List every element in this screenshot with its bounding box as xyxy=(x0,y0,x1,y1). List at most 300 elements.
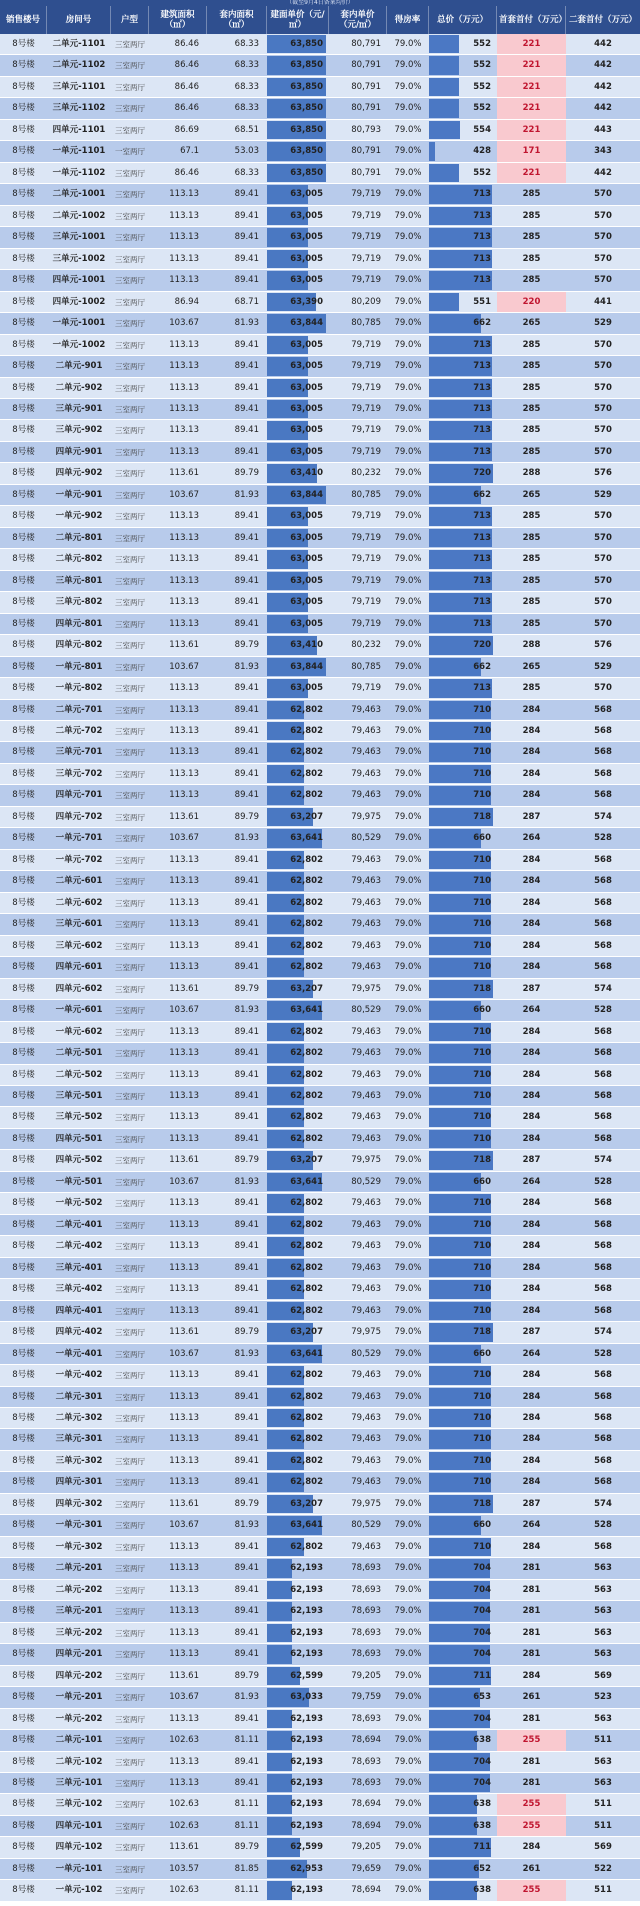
price-value: 62,802 xyxy=(290,1391,323,1402)
price-cell xyxy=(267,1537,329,1557)
area-cell: 113.13 xyxy=(169,618,199,629)
unit-cell: 四单元-301 xyxy=(55,1477,103,1488)
type-cell: 三室两厅 xyxy=(115,1800,145,1810)
first-payment-cell: 284 xyxy=(522,747,541,758)
second-payment-cell: 442 xyxy=(594,39,612,49)
building-cell: 8号楼 xyxy=(12,1241,35,1252)
total-value: 552 xyxy=(473,81,491,92)
total-value: 552 xyxy=(473,39,491,49)
unit-cell: 一单元-201 xyxy=(55,1692,103,1703)
inner-price-cell: 78,694 xyxy=(351,1799,381,1810)
total-cell xyxy=(429,764,497,784)
area-cell: 113.13 xyxy=(169,854,199,865)
total-value: 660 xyxy=(473,1176,491,1187)
table-row xyxy=(0,764,640,785)
second-payment-cell: 442 xyxy=(594,103,612,114)
rate-cell: 79.0% xyxy=(394,361,422,372)
price-cell xyxy=(267,1837,329,1857)
unit-cell: 四单元-302 xyxy=(55,1498,103,1509)
price-value: 63,850 xyxy=(290,60,323,71)
second-payment-cell: 522 xyxy=(594,1863,612,1874)
inner-area-cell: 89.41 xyxy=(234,1241,259,1252)
unit-cell: 四单元-102 xyxy=(55,1842,103,1853)
type-cell: 三室两厅 xyxy=(115,1650,145,1660)
type-cell: 三室两厅 xyxy=(115,1671,145,1681)
inner-area-cell: 81.93 xyxy=(234,318,259,329)
inner-area-cell: 81.85 xyxy=(234,1863,259,1874)
inner-area-cell: 89.41 xyxy=(234,210,259,221)
price-value: 63,844 xyxy=(290,318,323,329)
area-cell: 102.63 xyxy=(169,1820,199,1831)
price-value: 63,005 xyxy=(290,446,323,457)
inner-area-cell: 89.41 xyxy=(234,1756,259,1767)
rate-cell: 79.0% xyxy=(394,39,422,49)
unit-cell: 一单元-1001 xyxy=(52,318,106,329)
area-cell: 113.61 xyxy=(169,1327,199,1338)
area-cell: 113.13 xyxy=(169,1455,199,1466)
second-payment-cell: 563 xyxy=(594,1584,612,1595)
inner-price-cell: 79,719 xyxy=(351,339,381,350)
inner-area-cell: 89.41 xyxy=(234,339,259,350)
price-value: 62,802 xyxy=(290,1262,323,1273)
inner-price-cell: 79,463 xyxy=(351,1391,381,1402)
table-row xyxy=(0,120,640,141)
price-value: 62,802 xyxy=(290,962,323,973)
price-cell xyxy=(267,463,329,483)
second-payment-cell: 511 xyxy=(594,1885,612,1896)
second-payment-cell: 511 xyxy=(594,1820,612,1831)
area-cell: 113.13 xyxy=(169,189,199,200)
first-payment-cell: 284 xyxy=(522,704,541,715)
building-cell: 8号楼 xyxy=(12,1820,35,1831)
price-value: 62,802 xyxy=(290,919,323,930)
first-payment-cell: 255 xyxy=(497,1816,566,1836)
type-cell: 三室两厅 xyxy=(115,190,145,200)
total-value: 710 xyxy=(473,1305,491,1316)
inner-price-cell: 79,463 xyxy=(351,1541,381,1552)
table-row xyxy=(0,1408,640,1429)
price-value: 62,193 xyxy=(290,1777,323,1788)
second-payment-cell: 568 xyxy=(594,1048,612,1059)
table-row xyxy=(0,1709,640,1730)
unit-cell: 一单元-202 xyxy=(55,1713,103,1724)
price-cell xyxy=(267,163,329,183)
unit-cell: 一单元-901 xyxy=(55,489,103,500)
price-cell xyxy=(267,592,329,612)
price-cell xyxy=(267,335,329,355)
first-payment-cell: 284 xyxy=(522,962,541,973)
price-cell xyxy=(267,1365,329,1385)
inner-area-cell: 68.33 xyxy=(234,103,259,114)
second-payment-cell: 568 xyxy=(594,790,612,801)
type-cell: 三室两厅 xyxy=(115,40,145,49)
rate-cell: 79.0% xyxy=(394,1026,422,1037)
area-cell: 113.61 xyxy=(169,1842,199,1853)
type-cell: 三室两厅 xyxy=(115,1220,145,1230)
inner-price-cell: 79,205 xyxy=(351,1842,381,1853)
type-cell: 三室两厅 xyxy=(115,1778,145,1788)
area-cell: 113.13 xyxy=(169,1391,199,1402)
rate-cell: 79.0% xyxy=(394,1649,422,1660)
total-cell xyxy=(429,485,497,505)
building-cell: 8号楼 xyxy=(12,446,35,457)
table-row xyxy=(0,1472,640,1493)
type-cell: 三室两厅 xyxy=(115,469,145,479)
price-cell xyxy=(267,979,329,999)
inner-area-cell: 81.11 xyxy=(234,1735,259,1746)
table-row xyxy=(0,485,640,506)
inner-area-cell: 89.41 xyxy=(234,1627,259,1638)
total-value: 713 xyxy=(473,275,491,286)
inner-area-cell: 89.41 xyxy=(234,1112,259,1123)
rate-cell: 79.0% xyxy=(394,1112,422,1123)
price-bar xyxy=(267,1881,292,1899)
area-cell: 113.61 xyxy=(169,1670,199,1681)
area-cell: 113.13 xyxy=(169,919,199,930)
building-cell: 8号楼 xyxy=(12,575,35,586)
total-value: 713 xyxy=(473,232,491,243)
unit-cell: 四单元-602 xyxy=(55,983,103,994)
total-cell xyxy=(429,1730,497,1750)
total-cell xyxy=(429,979,497,999)
first-payment-cell: 284 xyxy=(522,1434,541,1445)
type-cell: 三室两厅 xyxy=(115,662,145,672)
first-payment-cell: 284 xyxy=(522,790,541,801)
price-value: 62,193 xyxy=(290,1735,323,1746)
type-cell: 三室两厅 xyxy=(115,705,145,715)
price-value: 62,802 xyxy=(290,854,323,865)
rate-cell: 79.0% xyxy=(394,489,422,500)
building-cell: 8号楼 xyxy=(12,232,35,243)
table-caption: （截至9月4日备案均价） xyxy=(0,0,640,6)
second-payment-cell: 570 xyxy=(594,425,612,436)
building-cell: 8号楼 xyxy=(12,1756,35,1767)
total-value: 713 xyxy=(473,683,491,694)
area-cell: 102.63 xyxy=(169,1885,199,1896)
first-payment-cell: 284 xyxy=(522,897,541,908)
second-payment-cell: 568 xyxy=(594,940,612,951)
price-value: 63,844 xyxy=(290,489,323,500)
total-cell xyxy=(429,1043,497,1063)
price-cell xyxy=(267,1687,329,1707)
building-cell: 8号楼 xyxy=(12,103,35,114)
rate-cell: 79.0% xyxy=(394,940,422,951)
inner-price-cell: 78,693 xyxy=(351,1713,381,1724)
rate-cell: 79.0% xyxy=(394,382,422,393)
price-value: 62,802 xyxy=(290,1069,323,1080)
area-cell: 113.13 xyxy=(169,382,199,393)
total-bar xyxy=(429,121,460,139)
total-value: 552 xyxy=(473,60,491,71)
inner-price-cell: 79,975 xyxy=(351,811,381,822)
area-cell: 113.13 xyxy=(169,1090,199,1101)
unit-cell: 四单元-502 xyxy=(55,1155,103,1166)
total-cell xyxy=(429,1816,497,1836)
rate-cell: 79.0% xyxy=(394,876,422,887)
building-cell: 8号楼 xyxy=(12,1863,35,1874)
inner-price-cell: 78,694 xyxy=(351,1885,381,1896)
first-payment-cell: 171 xyxy=(497,141,566,161)
second-payment-cell: 570 xyxy=(594,382,612,393)
area-cell: 113.13 xyxy=(169,532,199,543)
unit-cell: 四单元-402 xyxy=(55,1327,103,1338)
total-value: 704 xyxy=(473,1563,491,1574)
first-payment-cell: 285 xyxy=(522,339,541,350)
unit-cell: 二单元-1002 xyxy=(52,210,106,221)
type-cell: 三室两厅 xyxy=(115,233,145,243)
inner-area-cell: 89.41 xyxy=(234,1090,259,1101)
building-cell: 8号楼 xyxy=(12,1391,35,1402)
type-cell: 三室两厅 xyxy=(115,254,145,264)
total-cell xyxy=(429,957,497,977)
total-cell xyxy=(429,249,497,269)
total-value: 662 xyxy=(473,489,491,500)
first-payment-cell: 284 xyxy=(522,1241,541,1252)
total-bar xyxy=(429,1795,477,1813)
total-cell xyxy=(429,1558,497,1578)
price-value: 62,802 xyxy=(290,1305,323,1316)
total-cell xyxy=(429,1344,497,1364)
second-payment-cell: 570 xyxy=(594,275,612,286)
first-payment-cell: 255 xyxy=(497,1880,566,1900)
table-row xyxy=(0,163,640,184)
first-payment-cell: 284 xyxy=(522,1284,541,1295)
type-cell: 三室两厅 xyxy=(115,877,145,887)
table-row xyxy=(0,721,640,742)
price-cell xyxy=(267,1451,329,1471)
price-cell xyxy=(267,120,329,140)
total-cell xyxy=(429,506,497,526)
price-value: 62,193 xyxy=(290,1606,323,1617)
inner-area-cell: 68.33 xyxy=(234,60,259,71)
rate-cell: 79.0% xyxy=(394,275,422,286)
first-payment-cell: 287 xyxy=(522,1155,541,1166)
total-bar xyxy=(429,1817,477,1835)
total-cell xyxy=(429,378,497,398)
table-row xyxy=(0,914,640,935)
total-cell xyxy=(429,1537,497,1557)
unit-cell: 一单元-301 xyxy=(55,1520,103,1531)
inner-price-cell: 79,463 xyxy=(351,1090,381,1101)
table-row xyxy=(0,1451,640,1472)
inner-price-cell: 79,463 xyxy=(351,962,381,973)
price-cell xyxy=(267,936,329,956)
first-payment-cell: 284 xyxy=(522,1370,541,1381)
type-cell: 三室两厅 xyxy=(115,1821,145,1831)
inner-area-cell: 89.41 xyxy=(234,1198,259,1209)
type-cell: 三室两厅 xyxy=(115,834,145,844)
inner-price-cell: 79,463 xyxy=(351,1241,381,1252)
inner-price-cell: 78,693 xyxy=(351,1756,381,1767)
total-cell xyxy=(429,1752,497,1772)
second-payment-cell: 570 xyxy=(594,618,612,629)
building-cell: 8号楼 xyxy=(12,210,35,221)
unit-cell: 二单元-501 xyxy=(55,1048,103,1059)
building-cell: 8号楼 xyxy=(12,1370,35,1381)
price-cell xyxy=(267,1730,329,1750)
total-cell xyxy=(429,1086,497,1106)
table-row xyxy=(0,850,640,871)
total-cell xyxy=(429,1408,497,1428)
inner-price-cell: 79,463 xyxy=(351,1219,381,1230)
area-cell: 113.61 xyxy=(169,1155,199,1166)
first-payment-cell: 285 xyxy=(522,618,541,629)
price-value: 62,802 xyxy=(290,1048,323,1059)
second-payment-cell: 570 xyxy=(594,232,612,243)
area-cell: 113.13 xyxy=(169,1756,199,1767)
rate-cell: 79.0% xyxy=(394,1498,422,1509)
second-payment-cell: 523 xyxy=(594,1692,612,1703)
inner-price-cell: 79,463 xyxy=(351,1048,381,1059)
area-cell: 113.13 xyxy=(169,554,199,565)
inner-price-cell: 79,463 xyxy=(351,1434,381,1445)
unit-cell: 二单元-601 xyxy=(55,876,103,887)
rate-cell: 79.0% xyxy=(394,511,422,522)
total-cell xyxy=(429,1107,497,1127)
price-cell xyxy=(267,1880,329,1900)
type-cell: 三室两厅 xyxy=(115,1757,145,1767)
area-cell: 113.13 xyxy=(169,210,199,221)
area-cell: 113.13 xyxy=(169,897,199,908)
type-cell: 三室两厅 xyxy=(115,1070,145,1080)
second-payment-cell: 570 xyxy=(594,511,612,522)
inner-area-cell: 89.41 xyxy=(234,919,259,930)
area-cell: 113.13 xyxy=(169,1434,199,1445)
total-value: 713 xyxy=(473,597,491,608)
first-payment-cell: 220 xyxy=(497,292,566,312)
inner-area-cell: 89.41 xyxy=(234,511,259,522)
type-cell: 三室两厅 xyxy=(115,104,145,114)
first-payment-cell: 265 xyxy=(522,489,541,500)
type-cell: 三室两厅 xyxy=(115,319,145,329)
total-value: 713 xyxy=(473,189,491,200)
first-payment-cell: 284 xyxy=(522,726,541,736)
first-payment-cell: 285 xyxy=(522,403,541,414)
type-cell: 三室两厅 xyxy=(115,1328,145,1338)
price-cell xyxy=(267,313,329,333)
header-unit: 房间号 xyxy=(47,6,111,34)
inner-area-cell: 89.41 xyxy=(234,382,259,393)
first-payment-cell: 287 xyxy=(522,811,541,822)
total-value: 713 xyxy=(473,446,491,457)
rate-cell: 79.0% xyxy=(394,683,422,694)
total-bar xyxy=(429,1731,477,1749)
price-value: 62,802 xyxy=(290,768,323,779)
total-bar xyxy=(429,56,459,74)
inner-area-cell: 89.41 xyxy=(234,618,259,629)
first-payment-cell: 281 xyxy=(522,1563,541,1574)
inner-area-cell: 89.41 xyxy=(234,940,259,951)
second-payment-cell: 528 xyxy=(594,1348,612,1359)
area-cell: 113.13 xyxy=(169,1026,199,1037)
total-value: 554 xyxy=(473,124,491,135)
unit-cell: 二单元-201 xyxy=(55,1563,103,1574)
building-cell: 8号楼 xyxy=(12,790,35,801)
price-cell xyxy=(267,1601,329,1621)
type-cell: 三室两厅 xyxy=(115,1693,145,1703)
unit-cell: 二单元-1001 xyxy=(52,189,106,200)
rate-cell: 79.0% xyxy=(394,618,422,629)
price-value: 62,802 xyxy=(290,790,323,801)
first-payment-cell: 285 xyxy=(522,554,541,565)
price-value: 63,207 xyxy=(290,1498,323,1509)
total-cell xyxy=(429,77,497,97)
building-cell: 8号楼 xyxy=(12,897,35,908)
rate-cell: 79.0% xyxy=(394,1434,422,1445)
inner-price-cell: 80,232 xyxy=(351,468,381,479)
type-cell: 三室两厅 xyxy=(115,362,145,372)
second-payment-cell: 568 xyxy=(594,1455,612,1466)
price-value: 63,005 xyxy=(290,232,323,243)
price-cell xyxy=(267,378,329,398)
inner-area-cell: 89.41 xyxy=(234,554,259,565)
building-cell: 8号楼 xyxy=(12,1305,35,1316)
type-cell: 三室两厅 xyxy=(115,1134,145,1144)
inner-area-cell: 89.41 xyxy=(234,425,259,436)
type-cell: 三室两厅 xyxy=(115,1542,145,1552)
type-cell: 三室两厅 xyxy=(115,125,145,135)
inner-area-cell: 89.41 xyxy=(234,726,259,736)
total-bar xyxy=(429,1860,479,1878)
second-payment-cell: 568 xyxy=(594,1241,612,1252)
unit-cell: 二单元-702 xyxy=(55,726,103,736)
total-cell xyxy=(429,1236,497,1256)
building-cell: 8号楼 xyxy=(12,1563,35,1574)
rate-cell: 79.0% xyxy=(394,1305,422,1316)
unit-cell: 三单元-301 xyxy=(55,1434,103,1445)
price-cell xyxy=(267,77,329,97)
type-cell: 三室两厅 xyxy=(115,727,145,736)
rate-cell: 79.0% xyxy=(394,1262,422,1273)
total-cell xyxy=(429,1837,497,1857)
total-cell xyxy=(429,184,497,204)
total-bar xyxy=(429,142,435,160)
second-payment-cell: 574 xyxy=(594,983,612,994)
price-cell xyxy=(267,871,329,891)
total-value: 710 xyxy=(473,747,491,758)
area-cell: 113.13 xyxy=(169,683,199,694)
second-payment-cell: 576 xyxy=(594,640,612,651)
total-cell xyxy=(429,1365,497,1385)
price-value: 63,005 xyxy=(290,683,323,694)
unit-cell: 二单元-901 xyxy=(55,361,103,372)
total-value: 660 xyxy=(473,1520,491,1531)
price-value: 63,641 xyxy=(290,833,323,844)
inner-area-cell: 89.79 xyxy=(234,1842,259,1853)
area-cell: 103.67 xyxy=(169,1692,199,1703)
inner-price-cell: 79,463 xyxy=(351,1262,381,1273)
table-row xyxy=(0,1537,640,1558)
inner-area-cell: 89.41 xyxy=(234,575,259,586)
type-cell: 三室两厅 xyxy=(115,555,145,565)
total-cell xyxy=(429,292,497,312)
total-value: 552 xyxy=(473,167,491,178)
first-payment-cell: 285 xyxy=(522,597,541,608)
price-value: 62,802 xyxy=(290,1455,323,1466)
price-value: 63,641 xyxy=(290,1005,323,1016)
unit-cell: 二单元-402 xyxy=(55,1241,103,1252)
inner-price-cell: 79,463 xyxy=(351,1305,381,1316)
building-cell: 8号楼 xyxy=(12,1176,35,1187)
inner-price-cell: 79,463 xyxy=(351,768,381,779)
table-row xyxy=(0,463,640,484)
price-value: 62,802 xyxy=(290,1370,323,1381)
inner-price-cell: 80,791 xyxy=(351,167,381,178)
inner-price-cell: 78,693 xyxy=(351,1563,381,1574)
table-row xyxy=(0,1687,640,1708)
inner-area-cell: 89.79 xyxy=(234,640,259,651)
building-cell: 8号楼 xyxy=(12,554,35,565)
